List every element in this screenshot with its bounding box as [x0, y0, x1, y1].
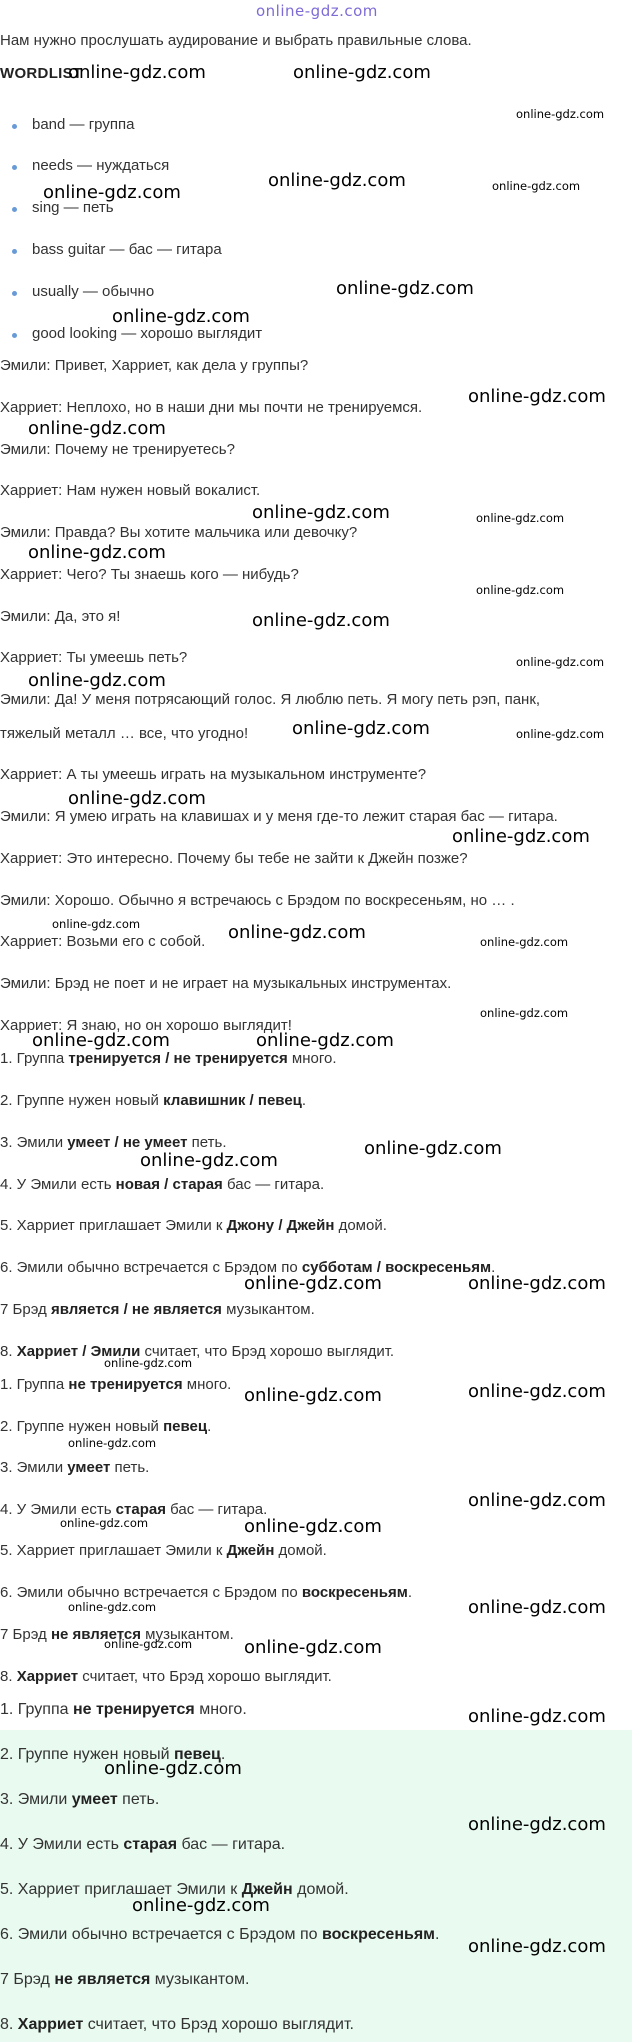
dialogue-line: Харриет: Я знаю, но он хорошо выглядит! — [0, 1017, 292, 1034]
watermark: online-gdz.com — [104, 1758, 242, 1779]
answer-item: 8. Харриет считает, что Брэд хорошо выглядит. — [0, 2016, 354, 2033]
dialogue-line: Харриет: Ты умеешь петь? — [0, 649, 188, 666]
dialogue-line: Эмили: Почему не тренируетесь? — [0, 441, 235, 458]
dialogue-line: Эмили: Да! У меня потрясающий голос. Я люблю петь. Я могу петь рэп, панк, — [0, 691, 541, 708]
dialogue-line: Эмили: Я умею играть на клавишах и у меня где-то лежит старая бас — гитара. — [0, 808, 558, 825]
watermark: online-gdz.com — [60, 1516, 149, 1530]
dialogue-line: Харриет: Это интересно. Почему бы тебе не зайти к Джейн позже? — [0, 850, 468, 867]
watermark: online-gdz.com — [68, 62, 206, 83]
watermark: online-gdz.com — [292, 718, 430, 739]
dialogue-line: Харриет: Неплохо, но в наши дни мы почти не тренируемся. — [0, 399, 423, 416]
watermark: online-gdz.com — [140, 1150, 278, 1171]
watermark: online-gdz.com — [244, 1637, 382, 1658]
answer-item: 5. Харриет приглашает Эмили к Джейн домой. — [0, 1881, 349, 1898]
dialogue-line: тяжелый металл … все, что угодно! — [0, 725, 249, 742]
watermark: online-gdz.com — [492, 179, 581, 193]
wordlist-title: WORDLIST — [0, 65, 83, 82]
wordlist-item: sing — петь — [32, 199, 114, 216]
watermark: online-gdz.com — [476, 511, 565, 525]
watermark: online-gdz.com — [516, 727, 605, 741]
watermark: online-gdz.com — [28, 418, 166, 439]
task-item: 4. У Эмили есть новая / старая бас — гитара. — [0, 1176, 325, 1193]
task-item: 1. Группа тренируется / не тренируется много. — [0, 1050, 337, 1067]
watermark: online-gdz.com — [516, 107, 605, 121]
wordlist-item: needs — нуждаться — [32, 157, 170, 174]
site-watermark-top: online-gdz.com — [256, 2, 378, 20]
watermark: online-gdz.com — [468, 1381, 606, 1402]
answer-item: 2. Группе нужен новый певец. — [0, 1418, 212, 1435]
task-item: 3. Эмили умеет / не умеет петь. — [0, 1134, 227, 1151]
watermark: online-gdz.com — [244, 1385, 382, 1406]
bullet-icon — [12, 124, 17, 129]
answer-item: 3. Эмили умеет петь. — [0, 1459, 150, 1476]
watermark: online-gdz.com — [68, 788, 206, 809]
answer-item: 1. Группа не тренируется много. — [0, 1701, 247, 1718]
watermark: online-gdz.com — [480, 1006, 569, 1020]
task-item: 2. Группе нужен новый клавишник / певец. — [0, 1092, 307, 1109]
answer-item: 4. У Эмили есть старая бас — гитара. — [0, 1836, 286, 1853]
watermark: online-gdz.com — [104, 1637, 193, 1651]
bullet-icon — [12, 291, 17, 296]
intro-text: Нам нужно прослушать аудирование и выбрать правильные слова. — [0, 32, 472, 49]
watermark: online-gdz.com — [468, 386, 606, 407]
watermark: online-gdz.com — [468, 1490, 606, 1511]
watermark: online-gdz.com — [252, 610, 390, 631]
task-item: 7 Брэд является / не является музыкантом. — [0, 1301, 315, 1318]
watermark: online-gdz.com — [32, 1030, 170, 1051]
dialogue-line: Эмили: Правда? Вы хотите мальчика или девочку? — [0, 524, 358, 541]
bullet-icon — [12, 165, 17, 170]
bullet-icon — [12, 249, 17, 254]
watermark: online-gdz.com — [268, 170, 406, 191]
answer-item: 7 Брэд не является музыкантом. — [0, 1626, 234, 1643]
bullet-icon — [12, 207, 17, 212]
answer-item: 4. У Эмили есть старая бас — гитара. — [0, 1501, 268, 1518]
watermark: online-gdz.com — [468, 1273, 606, 1294]
watermark: online-gdz.com — [293, 62, 431, 83]
watermark: online-gdz.com — [256, 1030, 394, 1051]
watermark: online-gdz.com — [244, 1273, 382, 1294]
task-item: 6. Эмили обычно встречается с Брэдом по субботам / воскресеньям. — [0, 1259, 496, 1276]
watermark: online-gdz.com — [104, 1356, 193, 1370]
dialogue-line: Харриет: Возьми его с собой. — [0, 933, 206, 950]
answer-item: 7 Брэд не является музыкантом. — [0, 1971, 250, 1988]
dialogue-line: Эмили: Да, это я! — [0, 608, 121, 625]
wordlist-item: band — группа — [32, 116, 135, 133]
watermark: online-gdz.com — [252, 502, 390, 523]
watermark: online-gdz.com — [468, 1706, 606, 1727]
dialogue-line: Эмили: Брэд не поет и не играет на музыкальных инструментах. — [0, 975, 452, 992]
watermark: online-gdz.com — [468, 1814, 606, 1835]
dialogue-line: Харриет: Нам нужен новый вокалист. — [0, 482, 261, 499]
dialogue-line: Харриет: А ты умеешь играть на музыкальном инструменте? — [0, 766, 427, 783]
watermark: online-gdz.com — [43, 182, 181, 203]
watermark: online-gdz.com — [476, 583, 565, 597]
answer-item: 1. Группа не тренируется много. — [0, 1376, 232, 1393]
bullet-icon — [12, 333, 17, 338]
watermark: online-gdz.com — [452, 826, 590, 847]
wordlist-item: bass guitar — бас — гитара — [32, 241, 222, 258]
task-item: 5. Харриет приглашает Эмили к Джону / Джейн домой. — [0, 1217, 387, 1234]
watermark: online-gdz.com — [244, 1516, 382, 1537]
task-item: 8. Харриет / Эмили считает, что Брэд хорошо выглядит. — [0, 1343, 395, 1360]
watermark: online-gdz.com — [52, 917, 141, 931]
watermark: online-gdz.com — [228, 922, 366, 943]
dialogue-line: Эмили: Хорошо. Обычно я встречаюсь с Брэдом по воскресеньям, но … . — [0, 892, 515, 909]
watermark: online-gdz.com — [480, 935, 569, 949]
dialogue-line: Харриет: Чего? Ты знаешь кого — нибудь? — [0, 566, 299, 583]
wordlist-item: good looking — хорошо выглядит — [32, 325, 263, 342]
watermark: online-gdz.com — [68, 1600, 157, 1614]
answer-item: 3. Эмили умеет петь. — [0, 1791, 160, 1808]
wordlist-item: usually — обычно — [32, 283, 155, 300]
watermark: online-gdz.com — [28, 542, 166, 563]
watermark: online-gdz.com — [132, 1895, 270, 1916]
watermark: online-gdz.com — [468, 1936, 606, 1957]
answer-item: 6. Эмили обычно встречается с Брэдом по воскресеньям. — [0, 1584, 412, 1601]
watermark: online-gdz.com — [28, 670, 166, 691]
answer-item: 2. Группе нужен новый певец. — [0, 1746, 226, 1763]
watermark: online-gdz.com — [336, 278, 474, 299]
answer-item: 6. Эмили обычно встречается с Брэдом по воскресеньям. — [0, 1926, 440, 1943]
watermark: online-gdz.com — [364, 1138, 502, 1159]
answer-item: 5. Харриет приглашает Эмили к Джейн домой. — [0, 1542, 327, 1559]
watermark: online-gdz.com — [112, 306, 250, 327]
answer-item: 8. Харриет считает, что Брэд хорошо выглядит. — [0, 1668, 332, 1685]
watermark: online-gdz.com — [68, 1436, 157, 1450]
dialogue-line: Эмили: Привет, Харриет, как дела у группы? — [0, 357, 309, 374]
watermark: online-gdz.com — [468, 1597, 606, 1618]
watermark: online-gdz.com — [516, 655, 605, 669]
